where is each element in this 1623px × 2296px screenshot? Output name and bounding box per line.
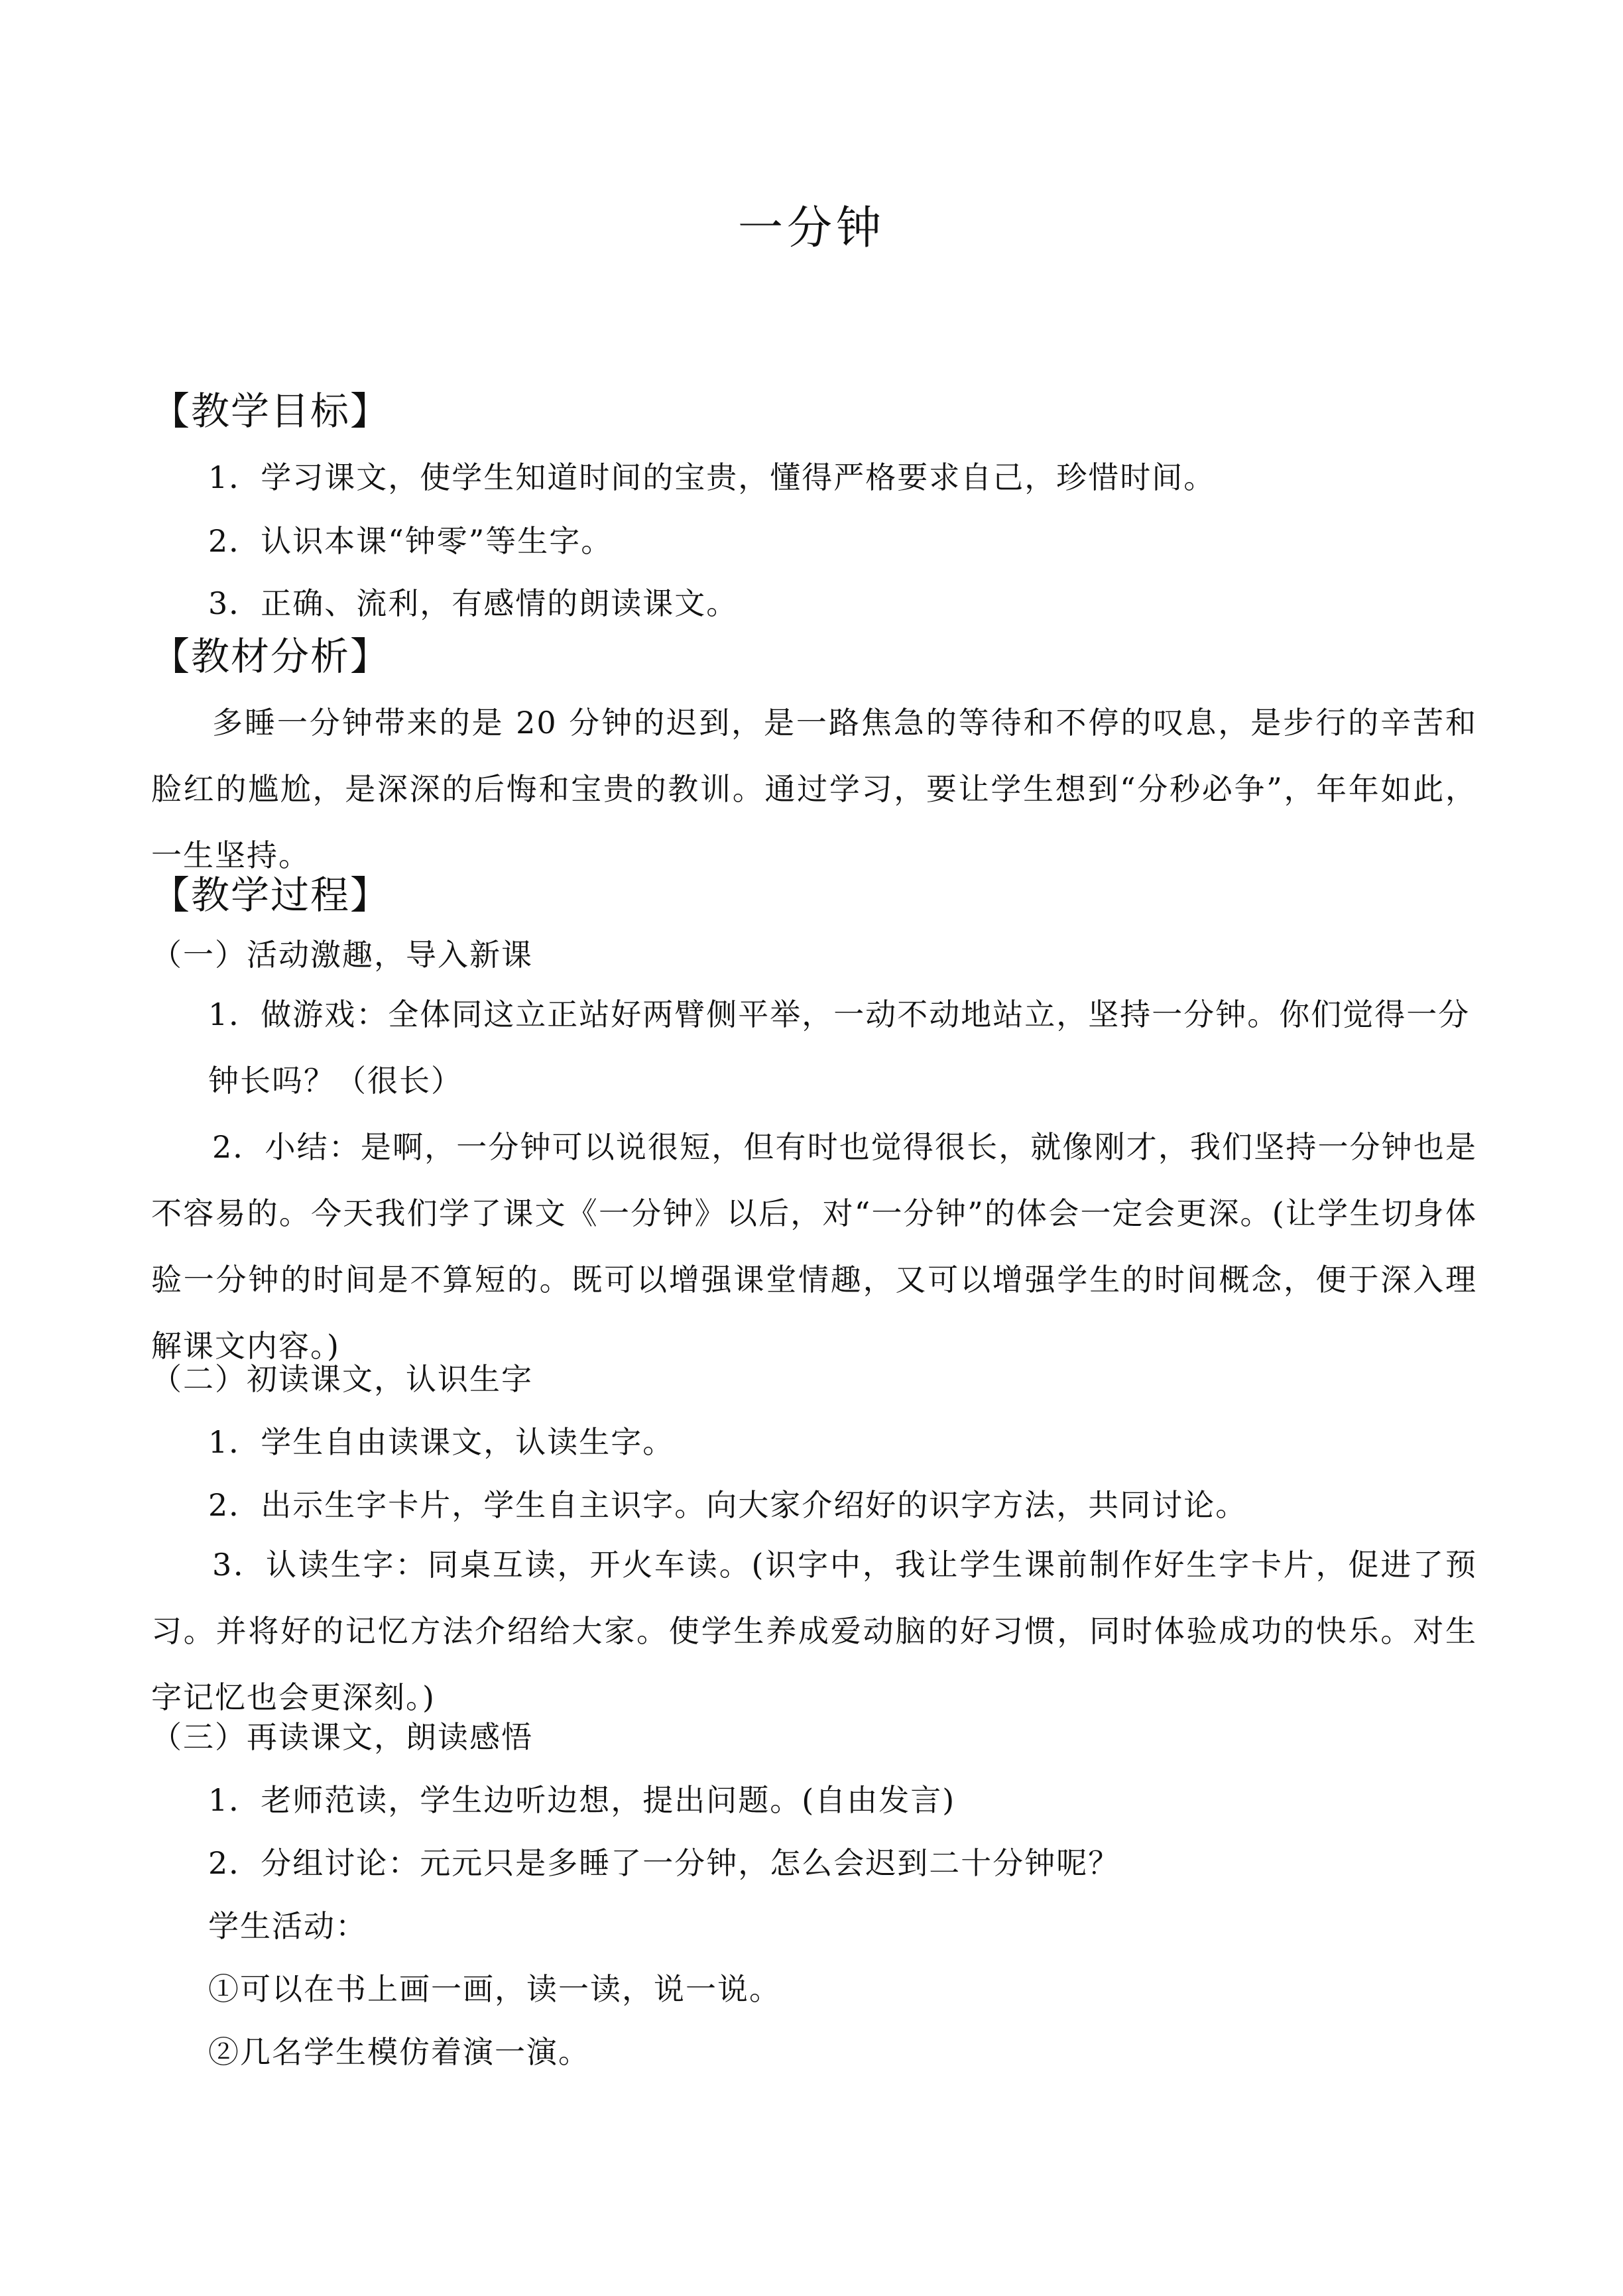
process-part3-activity-label: 学生活动： [208, 1908, 367, 1944]
process-part3-activity-1: ①可以在书上画一画，读一读，说一说。 [208, 1971, 781, 2007]
document-title: 一分钟 [737, 202, 885, 255]
process-part2-title: （二）初读课文，认识生字 [151, 1361, 533, 1397]
section-heading-process: 【教学过程】 [151, 873, 391, 918]
process-part1-title: （一）活动激趣，导入新课 [151, 937, 533, 973]
process-part2-item1: 1．学生自由读课文，认读生字。 [208, 1424, 675, 1460]
process-part3-activity-2: ②几名学生模仿着演一演。 [208, 2034, 590, 2070]
section-heading-analysis: 【教材分析】 [151, 634, 391, 679]
objective-item-3: 3．正确、流利，有感情的朗读课文。 [208, 585, 739, 621]
analysis-paragraph: 多睡一分钟带来的是 20 分钟的迟到，是一路焦急的等待和不停的叹息，是步行的辛苦和脸红的尴尬，是深深的后悔和宝贵的教训。通过学习，要让学生想到“分秒必争”，年年如此，一生坚持。 [151, 705, 1477, 873]
process-part1-item2: 2．小结：是啊，一分钟可以说很短，但有时也觉得很长，就像刚才，我们坚持一分钟也是不容易的。今天我们学了课文《一分钟》以后，对“一分钟”的体会一定会更深。(让学生切身体验一分钟的时间是不算短的。既可以增强课堂情趣，又可以增强学生的时间概念，便于深入理解课文内容。) [151, 1129, 1477, 1364]
section-heading-objectives: 【教学目标】 [151, 389, 391, 434]
objective-item-2: 2．认识本课“钟零”等生字。 [208, 523, 613, 559]
process-part3-item1: 1．老师范读，学生边听边想，提出问题。(自由发言) [208, 1782, 956, 1818]
process-part3-item2: 2．分组讨论：元元只是多睡了一分钟，怎么会迟到二十分钟呢？ [208, 1845, 1120, 1881]
process-part2-item3: 3．认读生字：同桌互读，开火车读。(识字中，我让学生课前制作好生字卡片，促进了预习。并将好的记忆方法介绍给大家。使学生养成爱动脑的好习惯，同时体验成功的快乐。对生字记忆也会更深刻。) [151, 1547, 1477, 1715]
objective-item-1: 1．学习课文，使学生知道时间的宝贵，懂得严格要求自己，珍惜时间。 [208, 459, 1216, 495]
process-part2-item2: 2．出示生字卡片，学生自主识字。向大家介绍好的识字方法，共同讨论。 [208, 1487, 1248, 1523]
process-part1-item1: 1．做游戏：全体同这立正站好两臂侧平举，一动不动地站立，坚持一分钟。你们觉得一分钟长吗？（很长） [208, 997, 1471, 1099]
process-part3-title: （三）再读课文，朗读感悟 [151, 1719, 533, 1755]
